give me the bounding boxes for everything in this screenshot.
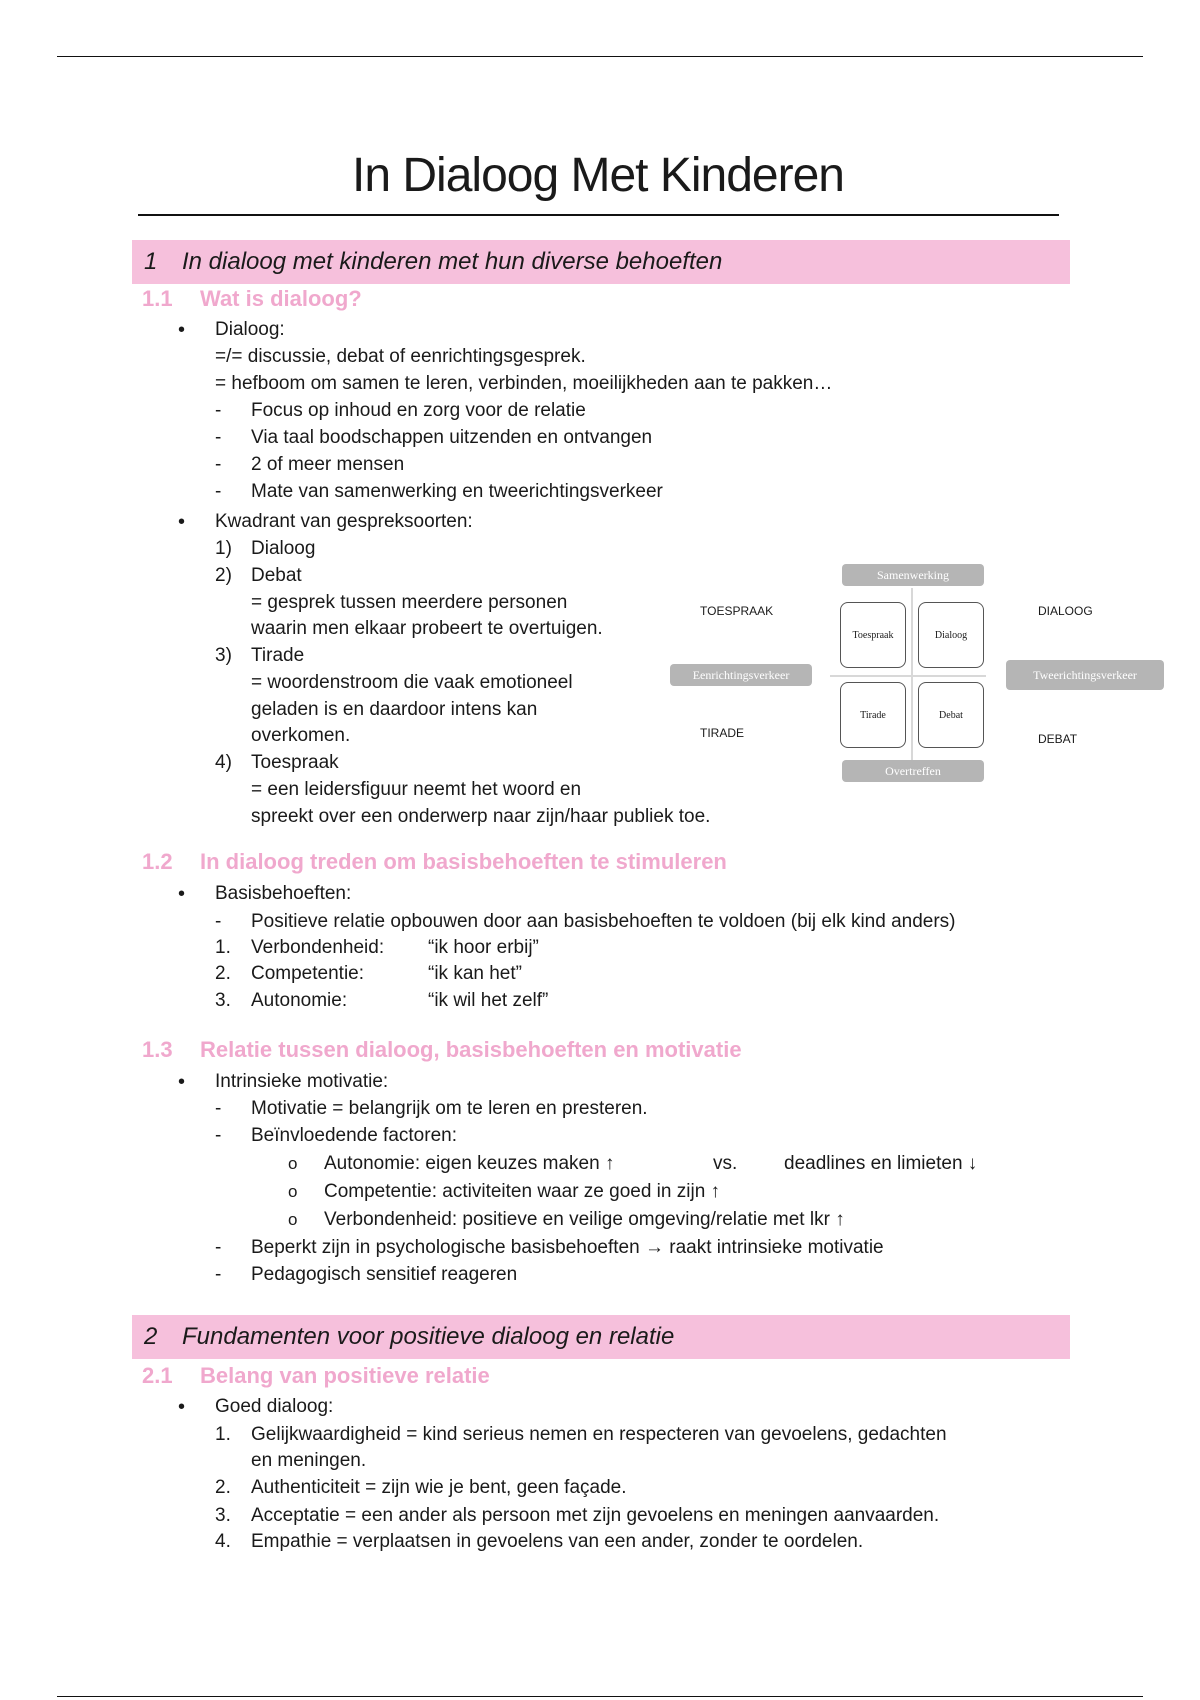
- title-underline: [138, 214, 1059, 216]
- list-value: “ik wil het zelf”: [428, 990, 549, 1011]
- page-bottom-rule: [57, 1696, 1143, 1697]
- list-number: 4.: [215, 1531, 231, 1552]
- dash-item: - Motivatie = belangrijk om te leren en presteren.: [251, 1096, 648, 1122]
- heading-text: Relatie tussen dialoog, basisbehoeften en motivatie: [200, 1037, 742, 1062]
- text-line: spreekt over een onderwerp naar zijn/haar publiek toe.: [251, 806, 711, 827]
- sub-item: o Verbondenheid: positieve en veilige omgeving/relatie met lkr ↑: [324, 1207, 845, 1233]
- list-number: 2): [215, 565, 232, 586]
- heading-2-1: [142, 1362, 490, 1390]
- heading-1-3: [142, 1036, 742, 1064]
- axis-label-right: Tweerichtingsverkeer: [1006, 660, 1164, 690]
- dash-item: - Beperkt zijn in psychologische basisbehoeften → raakt intrinsieke motivatie: [251, 1235, 884, 1261]
- heading-2: [132, 1315, 1070, 1359]
- list-number: 2.: [215, 963, 231, 984]
- page-top-rule: [57, 56, 1143, 57]
- list-text: Gelijkwaardigheid = kind serieus nemen en respecteren van gevoelens, gedachten: [251, 1424, 947, 1445]
- quadrant-label-debat: DEBAT: [1038, 732, 1078, 746]
- list-text: Empathie = verplaatsen in gevoelens van een ander, zonder te oordelen.: [251, 1531, 864, 1552]
- quadrant-label-dialoog: DIALOOG: [1038, 604, 1093, 618]
- dash-item: - Beïnvloedende factoren:: [251, 1123, 457, 1149]
- text-line: = woordenstroom die vaak emotioneel: [251, 672, 573, 693]
- quadrant-box-toespraak: Toespraak: [840, 602, 906, 668]
- dash-item: - Pedagogisch sensitief reageren: [251, 1262, 517, 1288]
- quadrant-box-dialoog: Dialoog: [918, 602, 984, 668]
- dash-item: - Focus op inhoud en zorg voor de relatie: [251, 398, 586, 424]
- heading-1: [132, 240, 1070, 284]
- heading-number: 2.1: [142, 1363, 173, 1388]
- heading-number: 2: [144, 1323, 158, 1350]
- vertical-axis: [911, 588, 913, 760]
- heading-number: 1.1: [142, 286, 173, 311]
- quadrant-diagram: [670, 558, 1170, 788]
- list-key: Autonomie:: [251, 990, 348, 1011]
- text-line: = hefboom om samen te leren, verbinden, moeilijkheden aan te pakken…: [215, 373, 833, 394]
- list-number: 2.: [215, 1477, 231, 1498]
- quadrant-box-debat: Debat: [918, 682, 984, 748]
- sub-item: [324, 1151, 978, 1177]
- text-line: = een leidersfiguur neemt het woord en: [251, 779, 582, 800]
- text-line: overkomen.: [251, 725, 351, 746]
- list-number: 3.: [215, 990, 231, 1011]
- list-key: Verbondenheid:: [251, 937, 385, 958]
- list-item: [215, 1503, 940, 1529]
- text-line: =/= discussie, debat of eenrichtingsgesprek.: [215, 346, 586, 367]
- list-item: [215, 750, 339, 776]
- list-text: Debat: [251, 565, 302, 586]
- heading-number: 1.3: [142, 1037, 173, 1062]
- list-value: “ik hoor erbij”: [428, 937, 539, 958]
- bullet-basisbehoeften: • Basisbehoeften:: [215, 881, 351, 907]
- bullet-goed-dialoog: • Goed dialoog:: [215, 1394, 333, 1420]
- list-number: 4): [215, 752, 232, 773]
- text-line: en meningen.: [251, 1450, 367, 1471]
- list-item: [215, 536, 316, 562]
- quadrant-box-tirade: Tirade: [840, 682, 906, 748]
- list-item: [215, 1529, 864, 1555]
- bullet-dialoog: • Dialoog:: [215, 317, 285, 343]
- list-number: 1): [215, 538, 232, 559]
- axis-label-left: Eenrichtingsverkeer: [670, 664, 812, 686]
- list-item: [215, 643, 305, 669]
- dash-item: - 2 of meer mensen: [251, 452, 404, 478]
- list-item: [215, 935, 539, 961]
- text-line: waarin men elkaar probeert te overtuigen.: [251, 618, 603, 639]
- heading-number: 1: [144, 248, 158, 275]
- list-number: 3): [215, 645, 232, 666]
- sub-item-text: Autonomie: eigen keuzes maken ↑: [324, 1153, 615, 1174]
- sub-item-contrast: deadlines en limieten ↓: [784, 1153, 978, 1174]
- bullet-intrinsieke-motivatie: • Intrinsieke motivatie:: [215, 1069, 388, 1095]
- heading-text: In dialoog met kinderen met hun diverse behoeften: [182, 248, 723, 275]
- heading-text: Fundamenten voor positieve dialoog en relatie: [182, 1323, 675, 1350]
- dash-item: - Mate van samenwerking en tweerichtingsverkeer: [251, 479, 663, 505]
- list-key: Competentie:: [251, 963, 365, 984]
- versus-text: vs.: [713, 1153, 738, 1174]
- list-number: 3.: [215, 1505, 231, 1526]
- list-text: Dialoog: [251, 538, 316, 559]
- axis-label-top: Samenwerking: [842, 564, 984, 586]
- text-line: = gesprek tussen meerdere personen: [251, 592, 568, 613]
- heading-text: In dialoog treden om basisbehoeften te stimuleren: [200, 849, 727, 874]
- list-value: “ik kan het”: [428, 963, 522, 984]
- heading-1-2: [142, 848, 727, 876]
- list-number: 1.: [215, 937, 231, 958]
- heading-text: Belang van positieve relatie: [200, 1363, 490, 1388]
- list-number: 1.: [215, 1424, 231, 1445]
- list-text: Acceptatie = een ander als persoon met zijn gevoelens en meningen aanvaarden.: [251, 1505, 940, 1526]
- document-title: In Dialoog Met Kinderen: [352, 149, 844, 202]
- bullet-kwadrant: • Kwadrant van gespreksoorten:: [215, 509, 473, 535]
- sub-item: o Competentie: activiteiten waar ze goed in zijn ↑: [324, 1179, 720, 1205]
- heading-text: Wat is dialoog?: [200, 286, 362, 311]
- list-item: [215, 961, 522, 987]
- list-item: [215, 563, 302, 589]
- dash-item: - Via taal boodschappen uitzenden en ontvangen: [251, 425, 652, 451]
- heading-1-1: [142, 285, 362, 313]
- quadrant-label-toespraak: TOESPRAAK: [700, 604, 774, 618]
- list-item: [215, 1422, 947, 1448]
- axis-label-bottom: Overtreffen: [842, 760, 984, 782]
- horizontal-axis: [830, 675, 986, 677]
- dash-item: - Positieve relatie opbouwen door aan basisbehoeften te voldoen (bij elk kind anders): [251, 909, 956, 935]
- list-text: Authenticiteit = zijn wie je bent, geen façade.: [251, 1477, 627, 1498]
- heading-number: 1.2: [142, 849, 173, 874]
- list-item: [215, 1475, 627, 1501]
- list-item: [215, 988, 549, 1014]
- quadrant-label-tirade: TIRADE: [700, 726, 745, 740]
- list-text: Tirade: [251, 645, 305, 666]
- list-text: Toespraak: [251, 752, 339, 773]
- text-line: geladen is en daardoor intens kan: [251, 699, 538, 720]
